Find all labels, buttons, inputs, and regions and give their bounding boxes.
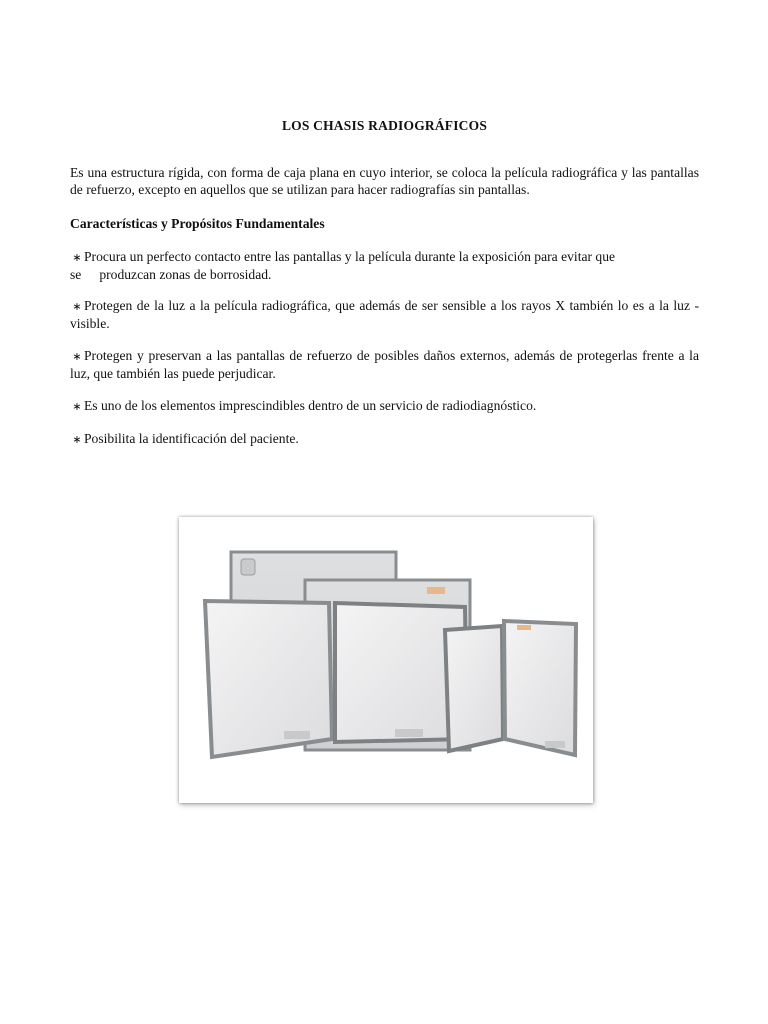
bullet-item-5 [70, 431, 699, 449]
bullet-text: Protegen de la luz a la película radiográfica, que además de ser sensible a los rayos X también lo es a la luz - visible. [70, 298, 699, 331]
cassette-left-open [205, 601, 467, 757]
bullet-text-continuation: se [70, 266, 82, 282]
cassettes-photo [179, 517, 593, 803]
bullet-text: Posibilita la identificación del paciente. [84, 431, 299, 446]
bullet-star-icon: ∗ [72, 400, 82, 413]
bullet-text-continuation: produzcan zonas de borrosidad. [99, 266, 272, 282]
bullet-item-1 [70, 249, 699, 283]
intro-paragraph: Es una estructura rígida, con forma de caja plana en cuyo interior, se coloca la película radiográfica y las pantallas de refuerzo, excepto en aquellos que se utilizan para hacer radiografías sin pantallas. [70, 165, 699, 197]
bullet-star-icon: ∗ [72, 300, 82, 313]
bullet-text: Es uno de los elementos imprescindibles dentro de un servicio de radiodiagnóstico. [84, 398, 537, 413]
section-subheading: Características y Propósitos Fundamentales [70, 216, 325, 231]
cassette-right-open [445, 621, 576, 755]
bullet-star-icon: ∗ [72, 251, 82, 264]
cassettes-illustration [179, 517, 593, 803]
bullet-text: Procura un perfecto contacto entre las pantallas y la película durante la exposición para evitar que [84, 249, 616, 264]
bullet-item-3 [70, 348, 699, 382]
bullet-star-icon: ∗ [72, 433, 82, 446]
bullet-star-icon: ∗ [72, 350, 82, 363]
bullet-item-4 [70, 398, 699, 416]
bullet-text: Protegen y preservan a las pantallas de refuerzo de posibles daños externos, además de protegerlas frente a la luz, que también las puede perjudicar. [70, 348, 699, 381]
bullet-item-2 [70, 298, 699, 332]
document-title: LOS CHASIS RADIOGRÁFICOS [281, 118, 488, 133]
